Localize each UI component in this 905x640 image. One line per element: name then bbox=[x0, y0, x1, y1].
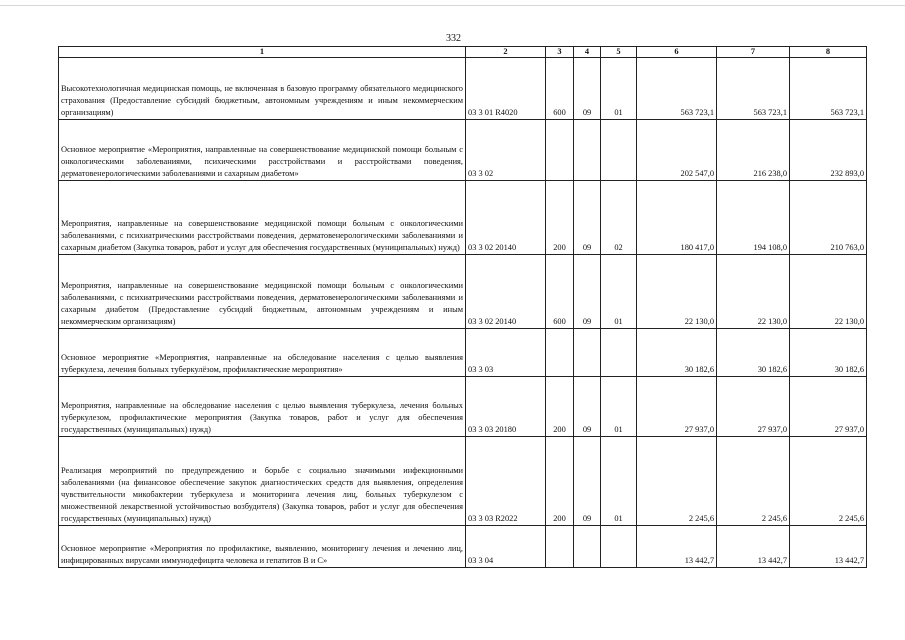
row-code: 03 3 01 R4020 bbox=[466, 58, 546, 120]
scan-edge-line bbox=[0, 5, 905, 6]
row-year-2: 563 723,1 bbox=[717, 58, 790, 120]
row-code: 03 3 04 bbox=[466, 526, 546, 568]
row-year-3: 210 763,0 bbox=[790, 181, 867, 255]
row-year-2: 27 937,0 bbox=[717, 377, 790, 437]
table-row bbox=[59, 437, 867, 526]
header-cell: 7 bbox=[717, 47, 790, 58]
row-year-3: 22 130,0 bbox=[790, 255, 867, 329]
header-cell: 1 bbox=[59, 47, 466, 58]
row-year-3: 30 182,6 bbox=[790, 329, 867, 377]
row-year-2: 30 182,6 bbox=[717, 329, 790, 377]
row-code: 03 3 03 bbox=[466, 329, 546, 377]
row-year-1: 202 547,0 bbox=[637, 120, 717, 181]
table-row bbox=[59, 120, 867, 181]
row-year-3: 27 937,0 bbox=[790, 377, 867, 437]
row-vr: 600 bbox=[546, 58, 574, 120]
row-rz: 09 bbox=[574, 181, 601, 255]
row-name: Основное мероприятие «Мероприятия, направленные на обследование населения с целью выявления туберкулеза, лечения больных туберкулёзом, профилактические мероприятия» bbox=[59, 329, 466, 377]
row-year-1: 27 937,0 bbox=[637, 377, 717, 437]
row-name: Высокотехнологичная медицинская помощь, не включенная в базовую программу обязательного медицинского страхования (Предоставление субсидий бюджетным, автономным учреждениям и иным некоммерческим организациям) bbox=[59, 58, 466, 120]
budget-table bbox=[58, 46, 867, 568]
row-year-3: 232 893,0 bbox=[790, 120, 867, 181]
row-year-3: 13 442,7 bbox=[790, 526, 867, 568]
row-name: Мероприятия, направленные на совершенствование медицинской помощи больным с онкологическими заболеваниями, с психиатрическими расстройствами поведения, дерматовенерологическими заболеваниями и сахарным диабетом (Предоставление субсидий бюджетным, автономным учреждениям и иным некоммерческим организациям) bbox=[59, 255, 466, 329]
page-number: 332 bbox=[446, 33, 461, 44]
row-vr: 200 bbox=[546, 181, 574, 255]
header-cell: 2 bbox=[466, 47, 546, 58]
row-year-3: 2 245,6 bbox=[790, 437, 867, 526]
row-name: Основное мероприятие «Мероприятия, направленные на совершенствование медицинской помощи больным с онкологическими заболеваниями, психическими расстройствами и расстройствами поведения, дерматовенерологическими заболеваниями и сахарным диабетом» bbox=[59, 120, 466, 181]
row-year-3: 563 723,1 bbox=[790, 58, 867, 120]
row-vr bbox=[546, 120, 574, 181]
row-name: Мероприятия, направленные на обследование населения с целью выявления туберкулеза, лечения больных туберкулезом, профилактические мероприятия (Закупка товаров, работ и услуг для обеспечения государственных (муниципальных) нужд) bbox=[59, 377, 466, 437]
row-code: 03 3 03 R2022 bbox=[466, 437, 546, 526]
row-year-2: 216 238,0 bbox=[717, 120, 790, 181]
row-vr: 200 bbox=[546, 437, 574, 526]
row-pr: 01 bbox=[601, 377, 637, 437]
row-pr: 01 bbox=[601, 58, 637, 120]
row-vr bbox=[546, 526, 574, 568]
row-rz: 09 bbox=[574, 58, 601, 120]
row-pr: 01 bbox=[601, 437, 637, 526]
row-year-1: 180 417,0 bbox=[637, 181, 717, 255]
row-code: 03 3 02 bbox=[466, 120, 546, 181]
row-rz bbox=[574, 526, 601, 568]
row-name: Реализация мероприятий по предупреждению и борьбе с социально значимыми инфекционными заболеваниями (на финансовое обеспечение закупок диагностических средств для выявления, определения чувствительности микобактерии туберкулеза и мониторинга лечения лиц, больных туберкулезом с множественной лекарственной устойчивостью возбудителя) (Закупка товаров, работ и услуг для обеспечения государственных (муниципальных) нужд) bbox=[59, 437, 466, 526]
row-rz: 09 bbox=[574, 255, 601, 329]
row-name: Основное мероприятие «Мероприятия по профилактике, выявлению, мониторингу лечения и лечению лиц, инфицированных вирусами иммунодефицита человека и гепатитов В и С» bbox=[59, 526, 466, 568]
row-vr: 200 bbox=[546, 377, 574, 437]
row-vr: 600 bbox=[546, 255, 574, 329]
row-pr: 02 bbox=[601, 181, 637, 255]
row-year-1: 563 723,1 bbox=[637, 58, 717, 120]
row-rz: 09 bbox=[574, 377, 601, 437]
row-rz: 09 bbox=[574, 437, 601, 526]
row-pr bbox=[601, 120, 637, 181]
table-row bbox=[59, 58, 867, 120]
table-header-row bbox=[59, 47, 867, 58]
row-year-1: 2 245,6 bbox=[637, 437, 717, 526]
row-year-2: 2 245,6 bbox=[717, 437, 790, 526]
header-cell: 5 bbox=[601, 47, 637, 58]
row-year-1: 30 182,6 bbox=[637, 329, 717, 377]
row-code: 03 3 02 20140 bbox=[466, 255, 546, 329]
row-pr: 01 bbox=[601, 255, 637, 329]
header-cell: 6 bbox=[637, 47, 717, 58]
row-vr bbox=[546, 329, 574, 377]
row-code: 03 3 03 20180 bbox=[466, 377, 546, 437]
row-year-2: 22 130,0 bbox=[717, 255, 790, 329]
header-cell: 3 bbox=[546, 47, 574, 58]
header-cell: 4 bbox=[574, 47, 601, 58]
table-row bbox=[59, 329, 867, 377]
row-year-2: 194 108,0 bbox=[717, 181, 790, 255]
row-pr bbox=[601, 329, 637, 377]
row-rz bbox=[574, 329, 601, 377]
row-name: Мероприятия, направленные на совершенствование медицинской помощи больным с онкологическими заболеваниями, с психиатрическими расстройствами поведения, дерматовенерологическими заболеваниями и сахарным диабетом (Закупка товаров, работ и услуг для обеспечения государственных (муниципальных) нужд) bbox=[59, 181, 466, 255]
row-rz bbox=[574, 120, 601, 181]
row-year-1: 13 442,7 bbox=[637, 526, 717, 568]
row-pr bbox=[601, 526, 637, 568]
row-year-1: 22 130,0 bbox=[637, 255, 717, 329]
table-row bbox=[59, 181, 867, 255]
table-row bbox=[59, 255, 867, 329]
row-year-2: 13 442,7 bbox=[717, 526, 790, 568]
table-row bbox=[59, 377, 867, 437]
table-row bbox=[59, 526, 867, 568]
header-cell: 8 bbox=[790, 47, 867, 58]
row-code: 03 3 02 20140 bbox=[466, 181, 546, 255]
